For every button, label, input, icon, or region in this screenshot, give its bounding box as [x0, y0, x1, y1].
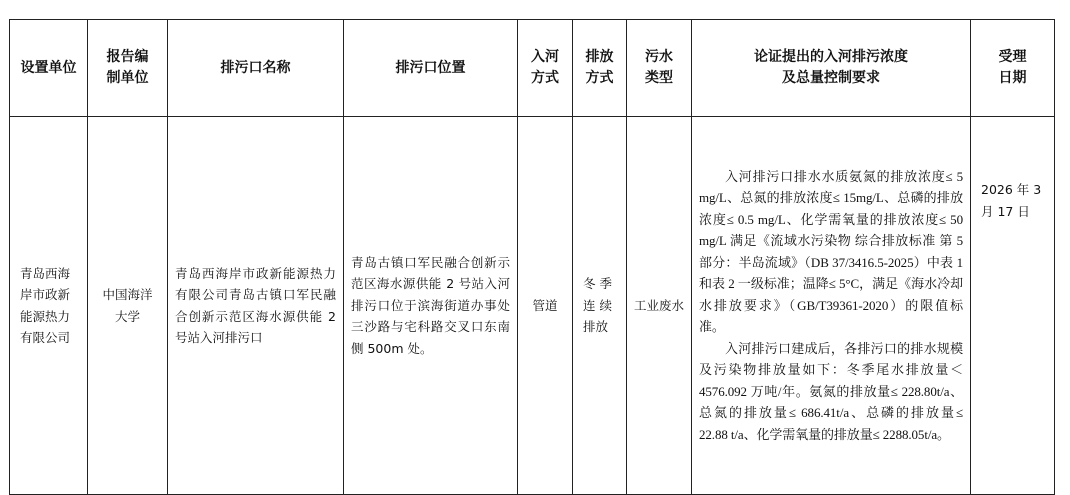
discharge-mode-text: 冬 季 连 续 排放 — [583, 276, 612, 335]
sewage-outlet-table — [9, 19, 1055, 495]
table-row — [10, 117, 1055, 495]
cell-report-unit — [88, 117, 168, 495]
header-discharge-mode: 排放 方式 — [573, 20, 627, 117]
outlet-name-text: 青岛西海岸市政新能源热力有限公司青岛古镇口军民融合创新示范区海水源供能 2 号站入河排污口 — [175, 265, 336, 345]
header-outlet-name: 排污口名称 — [168, 20, 344, 117]
header-setting-unit: 设置单位 — [10, 20, 88, 117]
cell-discharge-mode — [573, 117, 627, 495]
control-requirements-text — [692, 166, 970, 446]
cell-outlet-name — [168, 117, 344, 495]
requirements-paragraph-2: 入河排污口建成后，各排污口的排水规模及污染物排放量如下：冬季尾水排放量＜4576.092 万吨/年。氨氮的排放量≤ 228.80t/a、总氮的排放量≤ 686.41t/a、总磷的排放量≤ 22.88 t/a、化学需氧量的排放量≤ 2288.05t/a。 — [699, 340, 963, 442]
header-entry-mode: 入河 方式 — [518, 20, 573, 117]
outlet-location-text: 青岛古镇口军民融合创新示范区海水源供能 2 号站入河排污口位于滨海街道办事处三沙路与宅科路交叉口东南侧 500m 处。 — [351, 254, 510, 356]
header-accept-date: 受理 日期 — [971, 20, 1055, 117]
cell-sewage-type — [627, 117, 692, 495]
table-header-row — [10, 20, 1055, 117]
header-control-requirements: 论证提出的入河排污浓度 及总量控制要求 — [692, 20, 971, 117]
sewage-type-text: 工业废水 — [633, 297, 684, 313]
cell-entry-mode — [518, 117, 573, 495]
accept-date-text: 2026 年 3 月 17 日 — [981, 182, 1042, 219]
cell-outlet-location — [344, 117, 518, 495]
cell-setting-unit — [10, 117, 88, 495]
setting-unit-text: 青岛西海 岸市政新 能源热力 有限公司 — [20, 265, 71, 345]
cell-accept-date — [971, 117, 1055, 495]
header-outlet-location: 排污口位置 — [344, 20, 518, 117]
cell-control-requirements — [692, 117, 971, 495]
entry-mode-text: 管道 — [532, 297, 558, 313]
requirements-paragraph-1: 入河排污口排水水质氨氮的排放浓度≤ 5 mg/L、总氮的排放浓度≤ 15mg/L、总磷的排放浓度≤ 0.5 mg/L、化学需氧量的排放浓度≤ 50 mg/L 满足《流域水污染物 综合排放标准 第 5 部分：半岛流域》（DB 37/3416.5-2025）中表 1 和表 2 一级标准；温降≤ 5°C，满足《海水冷却水排放要求》（GB/T39361-2020）的限值标准。 — [699, 168, 963, 335]
report-unit-text: 中国海洋 大学 — [102, 287, 153, 324]
header-report-unit: 报告编 制单位 — [88, 20, 168, 117]
header-sewage-type: 污水 类型 — [627, 20, 692, 117]
